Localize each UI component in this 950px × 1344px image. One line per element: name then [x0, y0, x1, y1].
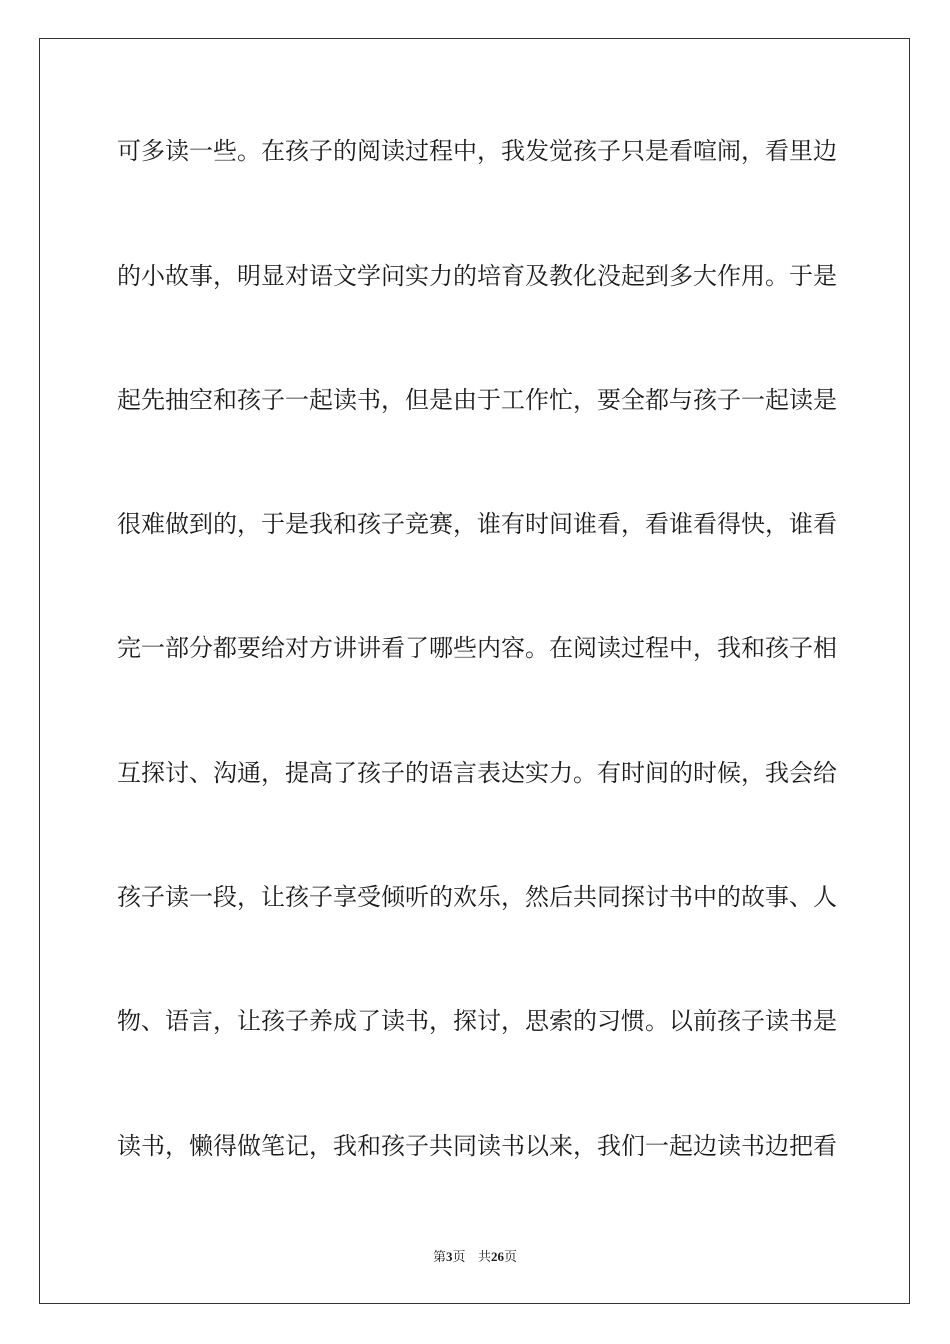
page-footer [0, 1249, 950, 1266]
text-line-5: 完一部分都要给对方讲讲看了哪些内容。在阅读过程中，我和孩子相 [117, 634, 837, 662]
text-line-8: 物、语言，让孩子养成了读书，探讨，思索的习惯。以前孩子读书是 [117, 1007, 837, 1035]
page-border [39, 38, 910, 1304]
page-suffix: 页 [452, 1250, 466, 1265]
text-line-9: 读书，懒得做笔记，我和孩子共同读书以来，我们一起边读书边把看 [117, 1132, 837, 1160]
text-line-3: 起先抽空和孩子一起读书，但是由于工作忙，要全都与孩子一起读是 [117, 386, 837, 414]
page-number: 3 [446, 1249, 453, 1264]
text-line-1: 可多读一些。在孩子的阅读过程中，我发觉孩子只是看喧闹，看里边 [117, 137, 837, 165]
total-pages: 26 [490, 1249, 504, 1264]
text-line-7: 孩子读一段，让孩子享受倾听的欢乐，然后共同探讨书中的故事、人 [117, 883, 837, 911]
page-prefix: 第 [433, 1250, 447, 1265]
text-line-6: 互探讨、沟通，提高了孩子的语言表达实力。有时间的时候，我会给 [117, 759, 837, 787]
total-prefix: 共 [477, 1250, 491, 1265]
text-line-4: 很难做到的，于是我和孩子竞赛，谁有时间谁看，看谁看得快，谁看 [117, 510, 837, 538]
text-line-2: 的小故事，明显对语文学问实力的培育及教化没起到多大作用。于是 [117, 262, 837, 290]
total-suffix: 页 [503, 1250, 517, 1265]
